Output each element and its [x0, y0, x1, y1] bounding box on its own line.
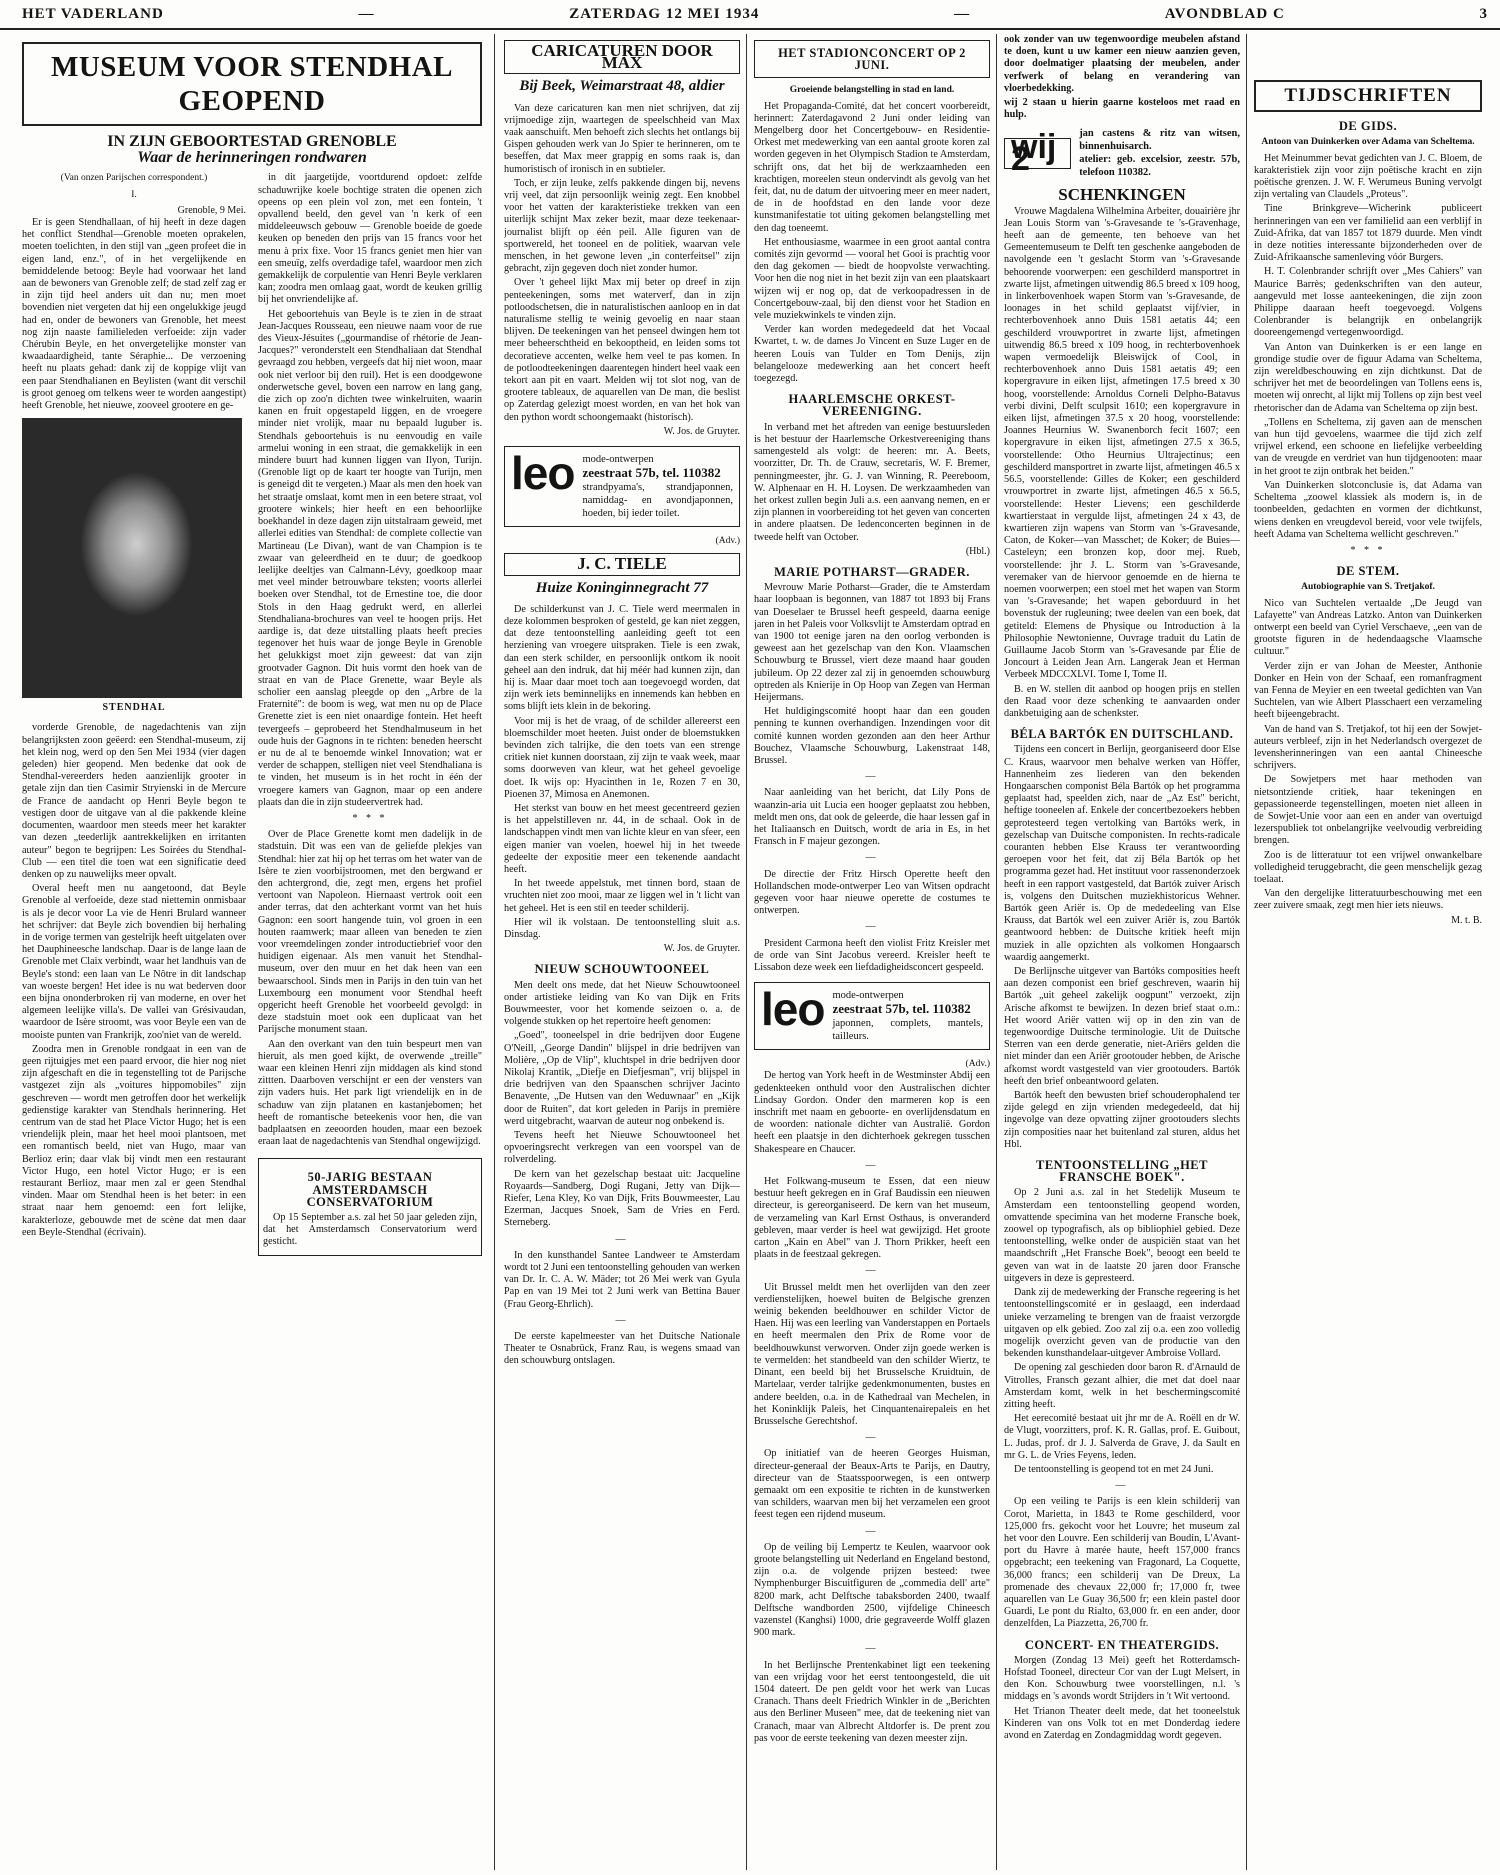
- franschboek-p5: De tentoonstelling is geopend tot en met 24 Juni.: [1014, 1463, 1214, 1475]
- wij2-line1: jan castens & ritz van witsen, binnenhuisarch.: [1079, 128, 1240, 153]
- masthead-sep-1: —: [358, 5, 375, 22]
- tiele-p3: Het sterkst van bouw en het meest gecentreerd gezien is het appelstilleven nr. 44, in de schaal. Ook in de landschappen vindt men van lichte kleur en van sfeer, een eigen manier van voelen, hoewel hij in het tweede gedeelte der expositie meer een tekenende aandacht heeft.: [504, 802, 740, 875]
- page-number: 3: [1479, 5, 1488, 22]
- potharst-p2: Het huldigingscomité hoopt haar dan een gouden penning te kunnen overhandigen. Inzendingen voor dit comité kunnen worden gezonden aan den heer Arthur Bouchez, Vlaamsche Schouwburg, Lakenstraat 148, Brussel.: [754, 706, 990, 766]
- edition: AVONDBLAD C: [1164, 5, 1285, 22]
- potharst-title: MARIE POTHARST—GRADER.: [774, 564, 970, 579]
- stendhal-paragraph-1: Er is geen Stendhallaan, of hij heeft in deze dagen het conflict Stendhal—Grenoble moeten oprakelen, moeten toelichten, in den stijl van „geen profeet die in eigen land, enz.", of in het vergelijkende en bemiddelende betoog: Beyle had voorwaar het land aan de bewoners van Grenoble zelf; de stad zelf zag er in zijn tijd heel anders uit dan nu; men moet bovendien niet vergeten dat hij een ongelukkige jeugd had en, onder de bewoners van Grenoble, het meest nog zijn naaste familieleden verfoeide: zijn vader Chérubin Beyle, en het onvergetelijke monster van kwaadaardigheid, tante Séraphie... De verzoening heeft nu plaats gehad: dank zij de koppige vlijt van een paar Stendhalianen en Beylisten (want dit verschil is groot genoeg om telkens weer te worden aangestipt) heeft Grenoble, het nieuwe, zooveel grootere en ge-: [22, 217, 246, 412]
- theatergids-title: CONCERT- EN THEATERGIDS.: [1024, 1637, 1220, 1652]
- schenkingen-p1: Vrouwe Magdalena Wilhelmina Arbeiter, douairière jhr Jean Louis Storm van 's-Gravesande te 's-Gravenhage, heeft aan de gemeente, ten behoeve van het Gemeentemuseum te Delft ten geschenke aangeboden de navolgende een 't geslacht Storm van 's-Gravesande behoorende voorwerpen: een geschilderd mansportret in zwarte lijst, afmetingen uitwendig 86.5 breed x 109 hoog, in linkerbovenhoek wapen Storm van 's-Gravesande, de loonages in het schild geplaatst vijf/vier, in rechterbovenhoek anno Duis 1581 aetatis 44; een geschilderd vrouwportret in zwarte lijst, afmetingen uitwendig 86.5 breed x 109 hoog, in rechterbovenhoek wapen vermoedelijk Bleiswijck of Cool, in rechterbovenhoek anno Duis 1581 aetatis 49; een kopergravure in eiken lijst, afmetingen 17.5 breed x 30 hoog, voorstellende: Arnoldus Corneli Delpho-Batavus verbi divini, Delft sculpsit 1610; een kopergravure in eiken lijst, afmetingen 37.5 x 20 hoog, voorstellende: Joannes Heurnius W. Swanenborch fecit 1607; een kopergravure in eiken lijst, afmetingen 27.5 x 36.5, voorstellende: Otho Heurnius Ultrajectinus; een geschilderd mansportret in zwarte lijst, afmetingen 46.5 x 56.5, voorstellende: Gilles de Koker; een geschilderd vrouwportret in zwarte lijst, afmetingen 46.5 x 56.5, voorstellende: Hester Lievens; een geschilderde kwartierstaat in vergulde lijst, afmetingen 24 x 43, de kwartieren zijn wapens van Storm van 's-Gravesande, Caton, de Koker—van Masschet; de Koker; de Buies—Casteleyn; een bronzen kop, door mej. Rueb, voorstellende: jhr J. L. Storm van 's-Gravesande, veremaker van de hiervoor genoemde en de hierna te noemen voorwerpen; een stoel met het wapen van Storm van 's-Gravesande; het wapen geborduurd in het bovenstuk der rugleuning; twee deelen van een boek, dat getiteld: Elemens de Physique ou Introduction à la Philosophie Newtonienne, Ouvrage traduit du Latin de Guillaume Jacob Storm van 's-Gravesande par Élie de Joncourt à Leiden Jean Arn. Langerak Jean et Herman Verbeek MDCCXLVI. Tome I, Tome II.: [1004, 205, 1240, 681]
- stendhal-subheadline: IN ZIJN GEBOORTESTAD GRENOBLE: [107, 133, 397, 150]
- tijdschriften-p6: Van Duinkerken slotconclusie is, dat Adama van Scheltema „zoowel klassiek als modern is, in de toonbeelden, gedachten en vormen der dichtkunst, wiens denken en vreugdevol bereid, voor vele twijfels, heeft Adama van Scheltema wellicht geschreven.": [1254, 479, 1482, 540]
- leo-ad2-line2: zeestraat 57b, tel. 110382: [832, 1001, 971, 1017]
- misc-p4: Op initiatief van de heeren Georges Huisman, directeur-generaal der Beaux-Arts te Parijs, en Dautry, directeur van de Staatsspoorwegen, is een ontwerp gemaakt om een expositie te richten in de kunstwerken van schilders, waarvan men bij het verzamelen een groot feest tegen een rijdend museum.: [754, 1448, 990, 1521]
- schouwtooneel-p4: De kern van het gezelschap bestaat uit: Jacqueline Royaards—Sandberg, Dogi Rugani, Jetty van Dijk—Riefer, Lena Kley, Ko van Dijk, Frits Bouwmeester, Lau Ezerman, Jacques Snoek, Sam de Vries en Ferd. Sterneberg.: [504, 1168, 740, 1229]
- haarlem-source: (Hbl.): [965, 545, 990, 557]
- leo-ad-line1: mode-ontwerpen: [582, 454, 654, 466]
- wij2-ad: [1004, 127, 1240, 179]
- tijdschriften-title: TIJDSCHRIFTEN: [1254, 80, 1482, 112]
- stadion-p2: Het enthousiasme, waarmee in een groot aantal contra comités zijn gevormd — vooral het Gooi is prachtig voor den dag gekomen — biedt de hoopvolste verwachting. Voor hen die nog niet in het bezit zijn van een plaatskaart wijzen wij er nog op, dat de verkoopadressen in de Concertgebouw-zaal, bij den dienst voor het Stadion en vele muziekwinkels te vinden zijn.: [754, 236, 990, 322]
- bartok-title: BÉLA BARTÓK EN DUITSCHLAND.: [1010, 727, 1234, 742]
- leo-ad2-line1: mode-ontwerpen: [832, 990, 904, 1002]
- stendhal-paragraph-8: Aan den overkant van den tuin bespeurt men van hieruit, als men goed kijkt, de overwende „treille" waar een kleinen Henri zijn middagen als kind stond zittten. Daarboven verschijnt er een der vensters van zijn vaders huis. Het park ligt vriendelijk en in de schaduw van zijn platanen en kastanjebomen; het heeft de romantische beteekenis voor hen, die van badplaatsen en zeeoorden houden, maar een bezoek eraan laat de nagedachtenis van Stendhal ongewijzigd.: [258, 1038, 482, 1148]
- potharst-p5: President Carmona heeft den violist Fritz Kreisler met de orde van Sint Jacobus vereerd. Kreisler heeft te Lissabon deze week een liefdadigheidsconcert gespeeld.: [754, 937, 990, 974]
- franschboek-p3: De opening zal geschieden door baron R. d'Arnauld de Vitrolles, Fransch gezant alhier, die met dat doel naar Amsterdam komt, welk in het beschermingscomité zitting heeft.: [1004, 1362, 1240, 1410]
- adv-label-2: (Adv.): [965, 1059, 990, 1070]
- caricaturen-p2: Toch, er zijn leuke, zelfs pakkende dingen bij, nevens vrij veel, dat zijn persoonlijk weinig zegt. Een knobbel voor het vatten der karakteristieke trekken van een uiterlijk schijnt Max zeker bezit, maar deze teekenaar-journalist blijft op één peil. Alle figuren van de sportwereld, het tooneel en de politiek, waarvan vele menschen, in het gewone leven „in conterfeitsel" zijn gebracht, zijn gegeven doch niet zonder humor.: [504, 177, 740, 275]
- tijdschriften-p4: Van Anton van Duinkerken is er een lange en grondige studie over de figuur Adama van Scheltema, zijn wereldbeschouwing en zijn dichtkunst. Dat de schrijver het met de beoordelingen van Tollens eens is, moeten wij onrecht, al lijkt mij Tollens op zijn best veel rhetorischer dan de Adama van Scheltema op zijn best.: [1254, 341, 1482, 414]
- caricaturen-head: [504, 40, 740, 74]
- tijdschriften-p2: Tine Brinkgreve—Wicherink publiceert herinneringen van een ver familielid aan een verblijf in Zuid-Afrika, dat van 1857 tot 1879 duurde. Men vindt in deze notities interessante bijzonderheden over de Zuid-Afrikaansche samenleving vóór Burgers.: [1254, 203, 1482, 264]
- schouwtooneel-p6: De eerste kapelmeester van het Duitsche Nationale Theater te Osnabrück, Franz Rau, is wegens smaad van den schouwburg ontslagen.: [504, 1331, 740, 1367]
- haarlem-title: HAARLEMSCHE ORKEST-VEREENIGING.: [788, 392, 956, 419]
- tiele-p1: De schilderkunst van J. C. Tiele werd meermalen in deze kolommen besproken of gesteld, ge kan niet zeggen, dat deze tentoonstelling aanleiding geeft tot een herziening van vroegere uitspraken. Tiele is een zwak, dan een sterk schilder, en persoonlijk ontkom ik nooit geheel aan den indruk, dat hij méér had kunnen zijn, dan hij is. Maar daar moet toch aan toegevoegd worden, dat zijn werk iets beminnelijks en innemends kan hebben en soms blijft iets klein in de bekoring.: [504, 603, 740, 713]
- schouwtooneel-p1: Men deelt ons mede, dat het Nieuw Schouwtooneel onder artistieke leiding van Ko van Dijk en Frits Bouwmeester, voor het komende seizoen o. a. de volgende stukken op het repertoire heeft genomen:: [504, 979, 740, 1028]
- stendhal-kicker: Waar de herinneringen rondwaren: [137, 149, 367, 167]
- tiele-head: [504, 553, 740, 575]
- column-2: CARICATUREN DOOR MAX Bij Beek, Weimarstraat 48, aldier Van deze caricaturen kan men niet schrijven, dat zij vrijmoedige zijn, waartegen de speelschheid van Max vaak aanschuift. Men behoeft zich slechts het ontlangs bij Gispen gehouden werk van Jo Spier te herinneren, om te beseffen, dat Max meer grappig en soms raak is, dan humoristisch of ironisch in en subtieler. Toch, er zijn leuke, zelfs pakkende dingen bij, nevens vrij veel, dat zijn persoonlijk weinig zegt. Een knobbel voor het vatten der karakteristieke trekken van een uiterlijk schijnt Max zeker bezit, maar deze teekenaar-journalist blijft op één peil. Alle figuren van de sportwereld, het tooneel en de politiek, waarvan vele menschen, in het gewone leven „in conterfeitsel" zijn gebracht, zijn gegeven doch niet zonder humor. Over 't geheel lijkt Max mij beter op dreef in zijn penteekeningen, soms met waterverf, dan in zijn potloodschetsen, die in naturalistischen aanloop en in dat naturalisme stellig te weinig gevoelig en naar staan blijven. De teekeningen van het penseel dwingen hem tot meer beheerschtheid en bekooptheid, en leiden soms tot decoratieve accenten, welke hem veel te pas komen. In de potloodteekeningen daarentegen hindert heel vaak een tekort aan pit en vaart. Melden wij tot slot nog, van de grootere tableaux, de aquarellen van De man, die beslist op Zaterdag gelezigt moest worden, en van het hok van den python wordt schoongemaakt (historisch). W. Jos. de Gruyter. leo mode-ontwerpen zeestraat 57b, tel. 110382 strandpyama's, strandjaponnen, namiddag- en avondjaponnen, hoeden, bij ieder toilet. (Adv.) J. C. TIELE Huize Koninginnegracht 77 De schilderkunst van J. C. Tiele werd meermalen in deze kolommen besproken of gesteld, ge kan niet zeggen, dat deze tentoonstelling aanleiding geeft tot een herziening van vroegere uitspraken. Tiele is een zwak, dan een sterk schilder, en persoonlijk ontkom ik nooit geheel aan den indruk, dat hij méér had kunnen zijn, dan hij is. Maar daar moet toch aan toegevoegd worden, dat zijn werk iets beminnelijks en innemends kan hebben en soms blijft iets klein in de bekoring. Voor mij is het de vraag, of de schilder allereerst een bloemschilder moet heeten. Juist onder de bloemstukken bevinden zich talrijke, die den toets van een strenge critiek niet kunnen doorstaan, zij zijn te vaak week, maar soms doorweven van kleur, wat het geheel gevoelige doet. Ik wijs op: Hyacinthen in 1e, Rozen 7 en 30, Pioenen 37, Mimosa en Anemonen. Het sterkst van bouw en het meest gecentreerd gezien is het appelstilleven nr. 44, in de schaal. Ook in de landschappen vindt men van lichte kleur en van sfeer, een eigen manier van voelen, hoewel hij in het tweede gedeelte der expositie meer een tekenende aandacht heeft. In het tweede appelstuk, met tinnen bord, staan de vruchten niet zoo mooi, maar ze liggen wel in 't licht van het geheel. Het is een stil en teeder schilderij. Hier wil ik volstaan. De tentoonstelling sluit a.s. Dinsdag. W. Jos. de Gruyter. NIEUW SCHOUWTOONEEL Men deelt ons mede, dat het Nieuw Schouwtooneel onder artistieke leiding van Ko van Dijk en Frits Bouwmeester, voor het komende seizoen o. a. de volgende stukken op het repertoire heeft genomen: „Goed", tooneelspel in drie bedrijven door Eugene O'Neill, „George Dandin" blijspel in drie bedrijven van Molière, „Op de Vlip", kluchtspel in drie bedrijven door Nikolaj Krantik, „Diefje en Diefjesman", vrij blijspel in drie bedrijven van den Spaanschen schrijver Jacinto Benavente, „De Hutsen van den Weduwnaar" en „Kijk door de Ruiten", dat kort geleden in Parijs in première werd uitgebracht, waarvan de auteur nog onbekend is. Tevens heeft het Nieuwe Schouwtooneel het opvoeringsrecht verkregen van een voorspel van de rolverdeling. De kern van het gezelschap bestaat uit: Jacqueline Royaards—Sandberg, Dogi Rugani, Jetty van Dijk—Riefer, Lena Kley, Ko van Dijk, Frits Bouwmeester, Lau Ezerman, Jacques Snoek, Sam de Vries en Ferd. Sterneberg. — In den kunsthandel Santee Landweer te Amsterdam wordt tot 2 Juni een tentoonstelling gehouden van werken van Dr. Ir. C. A. W. Mäder; tot 26 Mei werk van Gyula Pap en van 19 Mei tot 2 Juni werk van Bettina Bauer (Frau Georg-Ehrlich). — De eerste kapelmeester van het Duitsche Nationale Theater te Osnabrück, Franz Rau, is wegens smaad van den schouwburg ontslagen.: [504, 41, 740, 1367]
- column-4: ook zonder van uw tegenwoordige meubelen afstand te doen, kunt u uw kamer een nieuw aanzien geven, door doelmatiger plaatsing der meubelen, ander verfwerk of belang en verandering van vloerbedekking. wij 2 staan u hierin gaarne kosteloos met raad en hulp. wij 2 jan castens & ritz van witsen, binnenhuisarch. atelier: geb. excelsior, zeestr. 57b, telefoon 110382. SCHENKINGEN Vrouwe Magdalena Wilhelmina Arbeiter, douairière jhr Jean Louis Storm van 's-Gravesande te 's-Gravenhage, heeft aan de gemeente, ten behoeve van het Gemeentemuseum te Delft ten geschenke aangeboden de navolgende een 't geslacht Storm van 's-Gravesande behoorende voorwerpen: een geschilderd mansportret in zwarte lijst, afmetingen uitwendig 86.5 breed x 109 hoog, in linkerbovenhoek wapen Storm van 's-Gravesande, de loonages in het schild geplaatst vijf/vier, in rechterbovenhoek anno Duis 1581 aetatis 44; een geschilderd vrouwportret in zwarte lijst, afmetingen uitwendig 86.5 breed x 109 hoog, in rechterbovenhoek wapen vermoedelijk Bleiswijck of Cool, in rechterbovenhoek anno Duis 1581 aetatis 49; een kopergravure in eiken lijst, afmetingen 17.5 breed x 30 hoog, voorstellende: Arnoldus Corneli Delpho-Batavus verbi divini, Delft sculpsit 1610; een kopergravure in eiken lijst, afmetingen 37.5 x 20 hoog, voorstellende: Joannes Heurnius W. Swanenborch fecit 1607; een kopergravure in eiken lijst, afmetingen 27.5 x 36.5, voorstellende: Otho Heurnius Ultrajectinus; een geschilderd mansportret in zwarte lijst, afmetingen 46.5 x 56.5, voorstellende: Gilles de Koker; een geschilderd vrouwportret in zwarte lijst, afmetingen 46.5 x 56.5, voorstellende: Hester Lievens; een geschilderde kwartierstaat in vergulde lijst, afmetingen 24 x 43, de kwartieren zijn wapens van Storm van 's-Gravesande, Caton, de Koker—van Masschet; de Koker; de Buies—Casteleyn; een bronzen kop, door mej. Rueb, voorstellende: jhr J. L. Storm van 's-Gravesande, veremaker van de hiervoor genoemde en de hierna te noemen voorwerpen; een stoel met het wapen van Storm van 's-Gravesande; het wapen geborduurd in het bovenstuk der rugleuning; twee deelen van een boek, dat getiteld: Elemens de Physique ou Introduction à la Philosophie Newtonienne, Ouvrage traduit du Latin de Guillaume Jacob Storm van 's-Gravesande par Élie de Joncourt à Leiden Jean Arn. Langerak Jean et Herman Verbeek MDCCXLVI. Tome I, Tome II. B. en W. stellen dit aanbod op hoogen prijs en stellen den Raad voor deze schenking te aanvaarden onder dankbetuiging aan de schenkster. BÉLA BARTÓK EN DUITSCHLAND. Tijdens een concert in Berlijn, georganiseerd door Else C. Kraus, waarvoor men behalve werken van Höffer, Hannenheim zes liederen van den bekenden Hongaarschen componist Béla Bartók op het programma geplaatst had, speelden zich, naar de „Az Est" bericht, heftige tooneelen af. Enkele der concertbezoekers hebben geprotesteerd tegen vertolking van Bartóks werk, in gezelschap van Duitsche componisten. In rechts-radicale couranten hebben Else Krauss ter verantwoording geroepen voor het feit, dat zij Béla Bartók op het programma gezet had. Het instituut voor rassenonderzoek heeft in een rapport vastgesteld, dat Bartók zuiver Arisch is, volgens den Duitschen muziekhistoricus Wehner. Bartók geen Ariër is. Op de mededeeling van Else Krauss, dat Bartók wel een zuiver Ariër is, zou Bartók geantwoord hebben: de Duitsche kritiek heeft mijn muziek in alle opzichten als volkomen Hongaarsch waardig aangemerkt. De Berlijnsche uitgever van Bartóks composities heeft aan dezen componist een brief geschreven, waarin hij Bartók „uit geheel zakelijk oogpunt" verzoekt, zijn Arische afkomst te bewijzen. In dezen brief staat o.m.: Het woord Ariër vatten wij op in den zin van de tegenwoordige Duitsche terminologie. Uit de Duitsche Sterren van een derde generatie, niet-Ariërs gelden die niet minder dan een Ariër grootouder hebben, de Arische afkomst wordt vastgesteld van vier grootouders. Bartók heeft den brief onbeantwoord gelaten. Bartók heeft den bewusten brief schouderophalend ter zijde gelegd en zijn vrienden medegedeeld, dat hij ingevolge van deze opvatting zijner grootouders slechts zijn composities naar het buitenland zal sturen, aldus het Hbl. TENTOONSTELLING „HET FRANSCHE BOEK". Op 2 Juni a.s. zal in het Stedelijk Museum te Amsterdam een tentoonstelling geopend worden, omvattende specimina van het moderne Fransche boek, zoowel op typografisch, als op bibliophiel gebied. Deze tentoonstelling, welke onder de auspiciën staat van het maandschrift „Het Fransche Boek", beoogt een beeld te geven van wat in de laatste 20 jaren door Fransche uitgevers in deze is gepresteerd. Dank zij de medewerking der Fransche regeering is het tentoonstellingscomité er in geslaagd, een inderdaad unieke verzameling te brengen van de fraaist verzorgde uitgaven op elk gebied. Zoo zal zij o.a. een zoo volledig mogelijk overzicht geven van de productie van den bekenden kunsthandelaar-uitgever Ambroise Vollard. De opening zal geschieden door baron R. d'Arnauld de Vitrolles, Fransch gezant alhier, die met dat doel naar Amsterdam komt, welk in het beschermingscomité zitting heeft. Het eerecomité bestaat uit jhr mr de A. Roëll en dr W. de Vlugt, voorzitters, prof. K. R. Gallas, prof. E. Guibout, L. Judas, prof. dr J. J. Salverda de Grave, J. da Sault en mr G. L. de Vries Feyens, leden. De tentoonstelling is geopend tot en met 24 Juni. — Op een veiling te Parijs is een klein schilderij van Corot, Marietta, in 1843 te Rome geschilderd, voor 125,000 frs. gekocht voor het Louvre; het museum zal het voor den Louvre. Een schilderij van Boudin, L'Avant-port du Havre à marée haute, heeft 157,000 francs opgebracht; een teekening van Fragonard, La Coquette, 36,000 francs; een schilderij van De Dreux, La promenade des chevaux 22,000 fr; 17,000 fr, twee aquarellen van Le Guay 36,500 fr; een klein pastel door Guardi, Le pont du Rialto, 63,000 fr. en een ander, door denzelfden, La Piazzetta, 26,700 fr. CONCERT- EN THEATERGIDS. Morgen (Zondag 13 Mei) geeft het Rotterdamsch-Hofstad Tooneel, directeur Cor van der Lugt Melsert, in den Kon. Schouwburg twee voorstellingen, n.l. 's middags en 's avonds wordt Strijders in 't Wit vertoond. Het Trianon Theater deelt mede, dat het tooneelstuk Kinderen van ons Volk tot en met Donderdag iedere avond en Zaterdag en Zondagmiddag wordt gegeven.: [1004, 34, 1240, 1741]
- misc-p6: In het Berlijnsche Prentenkabinet ligt een teekening van een vrijdag voor het eerst tentoongesteld, die uit 1504 dateert. De pen geldt voor het werk van Lucas Cranach. Thans deelt Friedrich Winkler in de „Berichten aus den Berliner Museen" mee, dat de teekening niet van Cranach, maar van Albrecht Altdorfer is. De prent zou pas voor de eerste teekening van dezen meester zijn.: [754, 1659, 990, 1744]
- masthead-sep-2: —: [954, 5, 971, 22]
- theatergids-p2: Het Trianon Theater deelt mede, dat het tooneelstuk Kinderen van ons Volk tot en met Donderdag iedere avond en Zaterdag en Zondagmiddag wordt gegeven.: [1004, 1705, 1240, 1741]
- potharst-p1: Mevrouw Marie Potharst—Grader, die te Amsterdam haar loopbaan is begonnen, van 1887 tot 1893 bij Frans van Doeselaer te Brussel heeft gespeeld, daarna eenige jaren in het Paleis voor Volksvlijt te Amsterdam optrad en van 1900 tot eenige jaren na den oorlog verbonden is geweest aan het gezelschap van den Kon. Vlaamschen Schouwburg te Brussel, viert deze maand haar gouden jubileum. Op 22 dezer zal zij in genoemden schouwburg optreden als Knierije in Op Hoop van Zegen van Herman Heijermans.: [754, 582, 990, 703]
- tijdschriften-signature: M. t. B.: [1451, 914, 1482, 926]
- gids-title: DE GIDS.: [1338, 119, 1398, 134]
- franschboek-p2: Dank zij de medewerking der Fransche regeering is het tentoonstellingscomité er in geslaagd, een inderdaad unieke verzameling te brengen van de fraaist verzorgde uitgaven op elk gebied. Zoo zal zij o.a. een zoo volledig mogelijk overzicht geven van de productie van den bekenden kunsthandelaar-uitgever Ambroise Vollard.: [1004, 1287, 1240, 1360]
- misc-p2: Het Folkwang-museum te Essen, dat een nieuw bestuur heeft gekregen en in Graf Baudissin een nieuwen directeur, is gereorganiseerd. De kern van het museum, de verzameling van Karl Ernst Osthaus, is onveranderd gebleven, maar verder is heel wat gewijzigd. Het groote carton „Kain en Abel" van J. Thorn Prikker, heeft een plaats in de feestzaal gekregen.: [754, 1176, 990, 1261]
- tiele-sub: Huize Koninginnegracht 77: [535, 579, 709, 596]
- misc-p3: Uit Brussel meldt men het overlijden van den zeer verdienstelijken, hoewel buiten de Belgische grenzen weinig bekenden beeldhouwer en schilder Victor de Haen. Hij was een leerling van Vanderstappen en Portaels en heeft meermalen den Prix de Rome voor de beeldhouwkunst verworven. Onder zijn goede werken is te vermelden: het standbeeld van den schilder Wiertz, te Dinant, een beeld bij het Brusselsche Kruidtuin, de Martelaar, verder talrijke gedenkmonumenten, bustes en andere beelden, o.a. in de Kathedraal van Mechelen, in het Koninklijk Paleis, het Cinquantenairepaleis en het Brusselsche Gerechtshof.: [754, 1281, 990, 1427]
- tijdschriften-p10: De Sowjetpers met haar methoden van nietsontziende critiek, haar tekeningen en gepassioneerde tegenstellingen, moeten niet alleen in de Sowjet-Unie voor aan een en ander van overtuigd lezerspubliek tot onbelangrijke veelvoudig verbreiding brengen.: [1254, 774, 1482, 847]
- adv-label-1: (Adv.): [715, 536, 740, 547]
- stadion-p1: Het Propaganda-Comité, dat het concert voorbereidt, herinnert: Zaterdagavond 2 Juni onder leiding van Mengelberg door het Concertgebouw- en Residentie-Orkest met medewerking van een aantal groote koren zal worden gegeven in het Olympisch Stadion te Amsterdam, schrijft ons, dat het bij de werkzaamheden een krachtigen, moreelen steun ondervindt als gevolg van het feit, dat, nu de datum der uitvoering meer en meer nadert, de in de hoofdstad en den lande voor deze kunstmanifestatie tot uiting gekomen belangstelling met den dag toeneemt.: [754, 100, 990, 234]
- schouwtooneel-p3: Tevens heeft het Nieuwe Schouwtooneel het opvoeringsrecht verkregen van een voorspel van de rolverdeling.: [504, 1130, 740, 1166]
- bartok-p2: De Berlijnsche uitgever van Bartóks composities heeft aan dezen componist een brief geschreven, waarin hij Bartók „uit geheel zakelijk oogpunt" verzoekt, zijn Arische afkomst te bewijzen. In dezen brief staat o.m.: Het woord Ariër vatten wij op in den zin van de tegenwoordige Duitsche terminologie. Uit de Duitsche Sterren van een derde generatie, niet-Ariërs gelden die niet minder dan een Ariër grootouder hebben, de Arische afkomst wordt vastgesteld van vier grootouders. Bartók heeft den brief onbeantwoord gelaten.: [1004, 966, 1240, 1087]
- schouwtooneel-title: NIEUW SCHOUWTOONEEL: [534, 962, 710, 977]
- tijdschriften-p12: Van den dergelijke litteratuurbeschouwing met een zeer zuivere smaak, zegt men hier iets nieuws.: [1254, 888, 1482, 912]
- stadion-title: HET STADIONCONCERT OP 2 JUNI.: [778, 46, 966, 73]
- tijdschriften-p3: H. T. Colenbrander schrijft over „Mes Cahiers" van Maurice Barrès; gedenkschriften van den auteur, aangevuld met losse aanteekeningen, die zijn zoon Philippe daaraan heeft toegevoegd. Volgens Colenbrander is belangrijk en onbelangrijk dooreengemengd vertegenwoordigd.: [1254, 266, 1482, 339]
- potharst-p3: Naar aanleiding van het bericht, dat Lily Pons de waanzin-aria uit Lucia een hooger geplaatst zou hebben, meldt men ons, dat ook de geleerde, die haar lessen gaf in het Italiaansch en Duitsch, wordt de aria in Es, in het Fransch in F majeur gezongen.: [754, 787, 990, 848]
- column-5: TIJDSCHRIFTEN DE GIDS. Antoon van Duinkerken over Adama van Scheltema. Het Meinummer bevat gedichten van J. C. Bloem, de karakteristiek zijn voor zijn poëtische kracht en zijn poëtische grenzen. J. W. F. Werumeus Buning vervolgt zijn vertaling van Claudels „Proteus". Tine Brinkgreve—Wicherink publiceert herinneringen van een ver familielid aan een verblijf in Zuid-Afrika, dat van 1857 tot 1879 duurde. Men vindt in deze notities interessante bijzonderheden over de Zuid-Afrikaansche samenleving vóór Burgers. H. T. Colenbrander schrijft over „Mes Cahiers" van Maurice Barrès; gedenkschriften van den auteur, aangevuld met losse aanteekeningen, die zijn zoon Philippe daaraan heeft toegevoegd. Volgens Colenbrander is belangrijk en onbelangrijk dooreengemengd vertegenwoordigd. Van Anton van Duinkerken is er een lange en grondige studie over de figuur Adama van Scheltema, zijn wereldbeschouwing en zijn dichtkunst. Dat de schrijver het met de beoordelingen van Tollens eens is, moeten wij onrecht, al lijkt mij Tollens op zijn best veel rhetorischer dan de Adama van Scheltema op zijn best. „Tollens en Scheltema, zij gaven aan de menschen van hun tijd gevoelens, waarmee die tijd zich zelf vrijwel erkend, een schoone en liefelijke verbeelding van de vreugde en verdriet van hun tijdgenooten: maar in het groot te zijn ontbrak het beiden." Van Duinkerken slotconclusie is, dat Adama van Scheltema „zoowel klassiek als modern is, in de toonbeelden, gedachten en vormen der dichtkunst, wiens denken en vreugdevol bereid, voor vele twijfels, heeft Adama van Scheltema wellicht geschreven." * * * DE STEM. Autobiographie van S. Tretjakof. Nico van Suchtelen vertaalde „De Jeugd van Lafayette" van Andreas Latzko. Anton van Duinkerken ontwerpt een beeld van Cyriel Verschaeve, „een van de grootste figuren in de hedendaagsche Vlaamsche cultuur." Verder zijn er van Johan de Meester, Anthonie Donker en Hein von der Schaaf, een romanfragment van Fenna de Meyier en een tweetal gedichten van Van Suchtelen, van wie Albert Plasschaert een verzameling heeft bijeengebracht. Van de hand van S. Tretjakof, tot hij een der Sowjet-auteurs verbleef, zijn in het Nederlandsch overgezet de levensherinneringen van een aantal Chineesche schrijvers. De Sowjetpers met haar methoden van nietsontziende critiek, haar tekeningen en gepassioneerde tegenstellingen, moeten niet alleen in de Sowjet-Unie voor aan een en ander van overtuigd lezerspubliek tot onbelangrijke veelvoudig verbreiding brengen. Zoo is de litteratuur tot een vrijwel onwankelbare volledigheid teruggebracht, die geen menschelijk gezag toelaat. Van den dergelijke litteratuurbeschouwing met een zeer zuivere smaak, zegt men hier iets nieuws. M. t. B.: [1254, 34, 1482, 1870]
- stendhal-portrait-photo: [22, 418, 242, 698]
- stadion-head: [754, 40, 990, 78]
- theatergids-p1: Morgen (Zondag 13 Mei) geeft het Rotterdamsch-Hofstad Tooneel, directeur Cor van der Lugt Melsert, in den Kon. Schouwburg twee voorstellingen, n.l. 's middags en 's avonds wordt Strijders in 't Wit vertoond.: [1004, 1654, 1240, 1703]
- tiele-signature: W. Jos. de Gruyter.: [663, 943, 740, 955]
- wij2-logo: wij 2: [1004, 138, 1071, 168]
- wij2-intro: ook zonder van uw tegenwoordige meubelen afstand te doen, kunt u uw kamer een nieuw aanzien geven, door doelmatiger plaatsing der meubelen, ander verfwerk of belang en verandering van vloerbedekking.: [1004, 34, 1240, 94]
- tiele-title: J. C. TIELE: [577, 554, 667, 574]
- photo-caption: STENDHAL: [102, 702, 166, 714]
- stendhal-paragraph-4: Over de Place Grenette komt men dadelijk in de stadstuin. Dit was een van de geliefde plekjes van Stendhal: hier zat hij op het terras om het water van de Isère te zien voorbijstroomen, met den bergwand er den achtergrond, die, zegt men, ergens het profiel vertoont van Napoleon. Hiernaast vertrok ooit een ander terras, dat den achterkant vormt van het huis Gagnon: een soort hangende tuin, vol groen in een houten raamwerk; maar alleen van beneden te zien voor vreemdelingen zonder introductiebrief voor den huidigen eigenaar. Als men vanuit het Stendhal-museum, over den muur en het dak heen van een bewaarschool. Sinds men in Parijs in den tuin van het Luxembourg een monument voor Stendhal heeft opgericht heeft Grenoble het voorbeeld gevolgd: in deze stadstuin moet ook een duplicaat van het Parijsche monument staan.: [258, 829, 482, 1036]
- stem-sub: Autobiographie van S. Tretjakof.: [1301, 582, 1435, 593]
- potharst-p4: De directie der Fritz Hirsch Operette heeft den Hollandschen mode-ontwerper Leo van Witsen opdracht gegeven voor haar nieuwe operette de costumes te ontwerpen.: [754, 868, 990, 917]
- franschboek-title: TENTOONSTELLING „HET FRANSCHE BOEK".: [1036, 1158, 1208, 1185]
- leo-ad-line3: strandpyama's, strandjaponnen, namiddag- en avondjaponnen, hoeden, bij ieder toilet.: [582, 482, 733, 520]
- tijdschriften-p5: „Tollens en Scheltema, zij gaven aan de menschen van hun tijd gevoelens, waarmee die tijd zich zelf vrijwel erkend, een schoone en liefelijke verbeelding van de vreugde en verdriet van hun tijdgenooten: maar in het groot te zijn ontbrak het beiden.": [1254, 416, 1482, 477]
- franschboek-p4: Het eerecomité bestaat uit jhr mr de A. Roëll en dr W. de Vlugt, voorzitters, prof. K. R. Gallas, prof. E. Guibout, L. Judas, prof. dr J. J. Salverda de Grave, J. da Sault en mr G. L. de Vries Feyens, leden.: [1004, 1413, 1240, 1461]
- leo-logo-2: leo: [761, 983, 825, 1036]
- conservatorium-box: [258, 1158, 482, 1255]
- misc-p1: De hertog van York heeft in de Westminster Abdij een gedenkteeken onthuld voor den Australischen dichter Lindsay Gordon. Onder den marmeren kop is een inschrift met naam en geboorte- en overlijdensdatum en de woorden: nationale dichter van Australië. Gordon heeft een plaatsje in den dichterhoek gekregen tusschen Shakespeare en Chaucer.: [754, 1070, 990, 1155]
- caricaturen-p3: Over 't geheel lijkt Max mij beter op dreef in zijn penteekeningen, soms met waterverf, dan in zijn potloodschetsen, die in naturalistischen aanloop en in dat naturalisme stellig te weinig gevoelig en naar staan blijven. De teekeningen van het penseel dwingen hem tot meer beheerschtheid en bekooptheid, en leiden soms tot decoratieve accenten, welke hem veel te pas komen. In de potloodteekeningen daarentegen hindert heel vaak een tekort aan pit en vaart. Melden wij tot slot nog, van de grootere tableaux, de aquarellen van De man, die beslist op Zaterdag gelezigt moest worden, en van het hok van den python wordt schoongemaakt (historisch).: [504, 277, 740, 423]
- column-3: HET STADIONCONCERT OP 2 JUNI. Groeiende belangstelling in stad en land. Het Propaganda-Comité, dat het concert voorbereidt, herinnert: Zaterdagavond 2 Juni onder leiding van Mengelberg door het Concertgebouw- en Residentie-Orkest met medewerking van een aantal groote koren zal worden gegeven in het Olympisch Stadion te Amsterdam, schrijft ons, dat het bij de werkzaamheden een krachtigen, moreelen steun ondervindt als gevolg van het feit, dat, nu de datum der uitvoering meer en meer nadert, de in de hoofdstad en den lande voor deze kunstmanifestatie tot uiting gekomen belangstelling met den dag toeneemt. Het enthousiasme, waarmee in een groot aantal contra comités zijn gevormd — vooral het Gooi is prachtig voor den dag gekomen — biedt de hoopvolste verwachting. Voor hen die nog niet in het bezit zijn van een plaatskaart wijzen wij er nog op, dat de verkoopadressen in de Concertgebouw-zaal, bij den dienst voor het Stadion en vele muziekwinkels te vinden zijn. Verder kan worden medegedeeld dat het Vocaal Kwartet, t. w. de dames Jo Vincent en Suze Luger en de heeren Louis van Tulder en Tom Denijs, zijn belangelooze medewerking aan het concert heeft toegezegd. HAARLEMSCHE ORKEST-VEREENIGING. In verband met het aftreden van eenige bestuursleden is het bestuur der Haarlemsche Orkestvereeniging thans samengesteld als volgt: de heeren: mr. A. Beets, voorzitter, Dr. Th. de Crauw, secretaris, W. F. Bremer, penningmeester, jhr. G. J. van Winning, R. Peereboom, W. Alphenaar en H. H. Loysen. De werkzaamheden van het orkest zullen begin Juli a.s. een aanvang nemen, en er zijn plannen in voorbereiding tot het geven van concerten in andere plaatsen. De ledenconcerten beginnen in de tweede helft van October. (Hbl.) MARIE POTHARST—GRADER. Mevrouw Marie Potharst—Grader, die te Amsterdam haar loopbaan is begonnen, van 1887 tot 1893 bij Frans van Doeselaer te Brussel heeft gespeeld, daarna eenige jaren in het Paleis voor Volksvlijt te Amsterdam optrad en van 1900 tot eenige jaren na den oorlog verbonden is geweest aan het gezelschap van den Kon. Vlaamschen Schouwburg te Brussel, viert deze maand haar gouden jubileum. Op 22 dezer zal zij in genoemden schouwburg optreden als Knierije in Op Hoop van Zegen van Herman Heijermans. Het huldigingscomité hoopt haar dan een gouden penning te kunnen overhandigen. Inzendingen voor dit comité kunnen worden gezonden aan den heer Arthur Bouchez, Vlaamsche Schouwburg, Lakenstraat 148, Brussel. — Naar aanleiding van het bericht, dat Lily Pons de waanzin-aria uit Lucia een hooger geplaatst zou hebben, meldt men ons, dat ook de geleerde, die haar lessen gaf in het Italiaansch en Duitsch, wordt de aria in Es, in het Fransch in F majeur gezongen. — De directie der Fritz Hirsch Operette heeft den Hollandschen mode-ontwerper Leo van Witsen opdracht gegeven voor haar nieuwe operette de costumes te ontwerpen. — President Carmona heeft den violist Fritz Kreisler met de orde van Sint Jacobus vereerd. Kreisler heeft te Lissabon deze week een liefdadigheidsconcert gespeeld. leo mode-ontwerpen zeestraat 57b, tel. 110382 japonnen, complets, mantels, tailleurs. (Adv.) De hertog van York heeft in de Westminster Abdij een gedenkteeken onthuld voor den Australischen dichter Lindsay Gordon. Onder den marmeren kop is een inschrift met naam en geboorte- en overlijdensdatum en de woorden: nationale dichter van Australië. Gordon heeft een plaatsje in den dichterhoek gekregen tusschen Shakespeare en Chaucer. — Het Folkwang-museum te Essen, dat een nieuw bestuur heeft gekregen en in Graf Baudissin een nieuwen directeur, is gereorganiseerd. De kern van het museum, de verzameling van Karl Ernst Osthaus, is onveranderd gebleven, maar verder is heel wat gewijzigd. Het groote carton „Kain en Abel" van J. Thorn Prikker, heeft een plaats in de feestzaal gekregen. — Uit Brussel meldt men het overlijden van den zeer verdienstelijken, hoewel buiten de Belgische grenzen weinig bekenden beeldhouwer en schilder Victor de Haen. Hij was een leerling van Vanderstappen en Portaels en heeft meermalen den Prix de Rome voor de beeldhouwkunst verworven. Onder zijn goede werken is te vermelden: het standbeeld van den schilder Wiertz, te Dinant, een beeld bij het Brusselsche Kruidtuin, de Martelaar, verder talrijke gedenkmonumenten, bustes en andere beelden, o.a. in de Kathedraal van Mechelen, in het Koninklijk Paleis, het Cinquantenairepaleis en het Brusselsche Gerechtshof. — Op initiatief van de heeren Georges Huisman, directeur-generaal der Beaux-Arts te Parijs, en Dautry, directeur van de Staatsspoorwegen, is een ontwerp gemaakt om een expositie te richten in de kunstwerken van schilders, waarvan men bij het verzamelen een groot feest tegen een rijdend museum. — Op de veiling bij Lempertz te Keulen, waarvoor ook groote belangstelling uit Nederland en Engeland bestond, zijn o.a. de volgende prijzen besteed: twee Nymphenburger Biscuitfiguren de „commedia dell' arte" 8200 mark, acht Delftsche tabaksborden 2400, twaalf Delftsche wandborden 2500, vijfdelige Chineesch vazenstel (Kanghsi) 1000, drie gegraveerde Wolff glazen 900 mark. — In het Berlijnsche Prentenkabinet ligt een teekening van een vrijdag voor het eerst tentoongesteld, die uit 1504 dateert. De pen geldt voor het werk van Lucas Cranach. Thans deelt Friedrich Winkler in de „Berichten aus den Berliner Museen" mee, dat de teekening niet van Cranach, maar van Albrecht Altdorfer is. De prent zou pas voor de eerste teekening van dezen meester zijn.: [754, 34, 990, 1870]
- caricaturen-p1: Van deze caricaturen kan men niet schrijven, dat zij vrijmoedige zijn, waartegen de speelschheid van Max vaak aanschuift. Men behoeft zich slechts het ontlangs bij Gispen gehouden werk van Jo Spier te herinneren, om te beseffen, dat Max meer grappig en soms raak is, dan humoristisch of ironisch in en subtieler.: [504, 102, 740, 175]
- stendhal-paragraph-7: Zoodra men in Grenoble rondgaat in een van de geen rijtuigjes met een paard ervoor, die hier nog niet zijn afgeschaft en die in tegenstelling tot de Parijsche vastgezet zijn als „voitures hippomobiles" zijn geschreven — wordt men getroffen door het werkelijk gedienstige karakter van Stendhals herinnering. Het centrum van de stad het Place Victor Hugo; het is een vriendelijk plein, maar het heel mooi plantsoen, met een romantisch beeld, niet van Hugo, maar van Berlioz erin; daar vlak bij vindt men een restaurant Victor Hugo, een hotel Victor Hugo; er is een restaurant Berlioz, maar men zal er geen Stendhal vinden. Maar om Stendhal heen is het beter: in een straat naar hem genoemd: een fort lelijke, karakterloze, gebouwde met de scène dat men daar een Beyle-Stendhal (écrivain).: [22, 1043, 246, 1238]
- tijdschriften-p1: Het Meinummer bevat gedichten van J. C. Bloem, de karakteristiek zijn voor zijn poëtische kracht en zijn poëtische grenzen. J. W. F. Werumeus Buning vervolgt zijn vertaling van Claudels „Proteus".: [1254, 152, 1482, 201]
- stendhal-headline: MUSEUM VOOR STENDHAL GEOPEND: [22, 42, 482, 126]
- caricaturen-sub: Bij Beek, Weimarstraat 48, aldier: [519, 78, 725, 95]
- masthead: [0, 0, 1500, 30]
- tiele-p2: Voor mij is het de vraag, of de schilder allereerst een bloemschilder moet heeten. Juist onder de bloemstukken bevinden zich talrijke, die den toets van een strenge critiek niet kunnen doorstaan, zij zijn te vaak week, maar soms doorweven van kleur, wat het geheel gevoelige doet. Ik wijs op: Hyacinthen in 1e, Rozen 7 en 30, Pioenen 37, Mimosa en Anemonen.: [504, 715, 740, 800]
- leo-ad2-line3: japonnen, complets, mantels, tailleurs.: [832, 1018, 983, 1043]
- gids-sub: Antoon van Duinkerken over Adama van Scheltema.: [1261, 137, 1475, 148]
- tiele-p5: Hier wil ik volstaan. De tentoonstelling sluit a.s. Dinsdag.: [504, 916, 740, 940]
- tijdschriften-p9: Van de hand van S. Tretjakof, tot hij een der Sowjet-auteurs verbleef, zijn in het Nederlandsch overgezet de levensherinneringen van een aantal Chineesche schrijvers.: [1254, 723, 1482, 772]
- schenkingen-p2: B. en W. stellen dit aanbod op hoogen prijs en stellen den Raad voor deze schenking te aanvaarden onder dankbetuiging aan de schenkster.: [1004, 683, 1240, 719]
- tijdschriften-p11: Zoo is de litteratuur tot een vrijwel onwankelbare volledigheid teruggebracht, die geen menschelijk gezag toelaat.: [1254, 849, 1482, 885]
- byline: (Van onzen Parijschen correspondent.): [60, 173, 208, 184]
- stendhal-paragraph-3: Het geboortehuis van Beyle is te zien in de straat Jean-Jacques Rousseau, een nieuwe naam voor de rue des Vieux-Jésuites („gourmandise of rhétorie de Jean-Jacques?" veronderstelt een Stendhaliaan dat Stendhal gevraagd zou hebben, vergeefs dat hij niet woon, maar ook niet verloor bij den ruil). Het is een doodgewone onderwetsche gevel, boven een narrow en lang gang, die zich op zoo'n dichten twee winkelruiten, waarin kanen en fruit opgestapeld liggen, en de vroegere minder niet vrolijk, maar nu bepaald luguber is. Stendhals geboortehuis is nu eenvoudig en vaile armelui woning in een straat, die gemakkelijk in een mindere buurt had kunnen liggen van Ilyon, Turijn. (Grenoble ligt op de kaart ter hoogte van Turijn, men is geneigd dit te vergeten.) Maar als men den hoek van het straatje omslaat, komt men in een betere straat, vol grootere winkels; hier heeft en een behoorlijke boekhandel in deze dagen zijn uitstalraam geweid, met allerlei edities van Stendhal: de complete collectie van Martineau (Le Divan), want de van Champion is te zwaar van geleerdheid en te duur; de goedkoop leelijke deeltjes van Calmann-Lévy, goedkoop maar met veel minder betrouwbare teksten; voorts allerlei boeken over Stendhal, tot de Ernestine toe, die door Stols in den Haag gedrukt werd, en allerlei Stendhaliana-brochures van veel te hoogen prijs. Het aardige is, dat deze uitstalling plaats heeft precies tegenover het huis waar de jonge Beyle in Grenoble het gelukkigst moet zijn geweest: dat van zijn grootvader Gagnon. Dit huis vormt den hoek van de straat en van de Place Grenette, waar Beyle als scholier een aanslag pleegde op den „Arbre de la Fraternité": de boom is weg, wat men nu op de Place Grenette ziet is een niet onaardige fontein. Het heeft tevergeefs – geprobeerd het Stendhalmuseum in het oude huis der Gagnons in te richten: beneden heerscht er nu de al te benoemde winkel Innovation; wat er verder de schappen, stelligen niet veel Stendhaliana is te vinden, het museum is in het rocht in één der vroegere kamers van Gagnon, maar op een andere plaats dan die in zijn studeervertrek had.: [258, 308, 482, 808]
- stadion-sub: Groeiende belangstelling in stad en land.: [789, 85, 955, 96]
- tijdschriften-p7: Nico van Suchtelen vertaalde „De Jeugd van Lafayette" van Andreas Latzko. Anton van Duinkerken ontwerpt een beeld van Cyriel Verschaeve, „een van de grootste figuren in de hedendaagsche Vlaamsche cultuur.": [1254, 597, 1482, 658]
- wij2-line2: atelier: geb. excelsior, zeestr. 57b, telefoon 110382.: [1079, 154, 1240, 179]
- conservatorium-title: 50-JARIG BESTAAN AMSTERDAMSCH CONSERVATORIUM: [306, 1170, 434, 1209]
- stendhal-paragraph-6: Overal heeft men nu aangetoond, dat Beyle Grenoble al verfoeide, deze stad niettemin onmisbaar is als je decor voor La vie de Henri Brulard wanneer het schrijver: dat Beyle zich bovendien bij herhaling in de vorige termen van gestelrijk heeft uitgelaten over het Dauphineesche landschap. Daar is de lange laan de Grenoble met Claix verbindt, waar het landhuis van de Beyle's stond: een laan van Le Nôtre in dit landschap van woeste bergen! Het idee is nu wat bederven door een bijna ononderbroken rij van moderne, en over het algemeen leelijke villa's. De vallei van Grésivaudan, waardoor de Isère stroomt, was voor Beyle een van de mooiste punten van Frankrijk, zoo'niet van de wereld.: [22, 883, 246, 1041]
- leo-logo: leo: [511, 447, 575, 500]
- bartok-p3: Bartók heeft den bewusten brief schouderophalend ter zijde gelegd en zijn vrienden medegedeeld, dat hij ingevolge van deze opvatting zijner grootouders slechts zijn composities naar het buitenland zal sturen, aldus het Hbl.: [1004, 1090, 1240, 1150]
- leo-ad-line2: zeestraat 57b, tel. 110382: [582, 465, 721, 481]
- tiele-p4: In het tweede appelstuk, met tinnen bord, staan de vruchten niet zoo mooi, maar ze liggen wel in 't licht van het geheel. Het is een stil en teeder schilderij.: [504, 878, 740, 914]
- caricaturen-title: CARICATUREN DOOR MAX: [531, 41, 713, 73]
- dateline: Grenoble, 9 Mei.: [177, 204, 246, 216]
- schenkingen-title: SCHENKINGEN: [1058, 185, 1186, 205]
- issue-date: ZATERDAG 12 MEI 1934: [569, 5, 760, 22]
- schouwtooneel-p2: „Goed", tooneelspel in drie bedrijven door Eugene O'Neill, „George Dandin" blijspel in drie bedrijven van Molière, „Op de Vlip", kluchtspel in drie bedrijven door Nikolaj Krantik, „Diefje en Diefjesman", vrij blijspel in drie bedrijven van den Spaanschen schrijver Jacinto Benavente, „De Hutsen van den Weduwnaar" en „Kijk door de Ruiten", dat kort geleden in Parijs in première werd uitgebracht, waarvan de auteur nog onbekend is.: [504, 1030, 740, 1127]
- caricaturen-signature: W. Jos. de Gruyter.: [663, 425, 740, 437]
- part-number: I.: [131, 189, 137, 200]
- stendhal-article: MUSEUM VOOR STENDHAL GEOPEND IN ZIJN GEBOORTESTAD GRENOBLE Waar de herinneringen rondwaren (Van onzen Parijschen correspondent.) I. Grenoble, 9 Mei. Er is geen Stendhallaan, of hij heeft in deze dagen het conflict Stendhal—Grenoble moeten oprakelen, moeten toelichten, in den stijl van „geen profeet die in eigen land, enz.", of in het vergelijkende en bemiddelende betoog: Beyle had voorwaar het land aan de bewoners van Grenoble zelf; de stad zelf zag er in zijn tijd heel anders uit dan nu; men moet bovendien niet vergeten dat hij een ongelukkige jeugd had en, onder de bewoners van Grenoble, het meest nog zijn naaste familieleden verfoeide: zijn vader Chérubin Beyle, en het onvergetelijke monster van kwaadaardigheid, tante Séraphie... De verzoening heeft nu plaats gehad: dank zij de koppige vlijt van een paar Stendhalianen en Beylisten (want dit verschil is groot genoeg om telkens weer te worden aangestipt) heeft Grenoble, het nieuwe, zooveel grootere en ge- STENDHAL vorderde Grenoble, de nagedachtenis van zijn belangrijksten zoon geëerd: een Stendhal-museum, zij het klein nog, werd op den 5en Mei 1934 (vier dagen geleden) hier geopend. Men bedenke dat ook de Stendhal-vereerders heden aanzienlijk grooter in getale zijn dan tien Casimir Stryienski in de Mercure de France de aandacht op Henri Beyle begon te vestigen door de uitgave van al die pakkende kleine documenten, waardoor men steeds meer het karakter van dezen „teederlijk aantrekkelijken en irritanten auteur" begon te begrijpen: Les Soirées du Stendhal-Club — een titel die toen wat een significatie deed denken op zu nauwelijks meer opvalt. Overal heeft men nu aangetoond, dat Beyle Grenoble al verfoeide, deze stad niettemin onmisbaar is als je decor voor La vie de Henri Brulard wanneer het schrijver: dat Beyle zich bovendien bij herhaling in de vorige termen van gestelrijk heeft uitgelaten over het Dauphineesche landschap. Daar is de lange laan de Grenoble met Claix verbindt, waar het landhuis van de Beyle's stond: een laan van Le Nôtre in dit landschap van woeste bergen! Het idee is nu wat bederven door een bijna ononderbroken rij van moderne, en over het algemeen leelijke villa's. De vallei van Grésivaudan, waardoor de Isère stroomt, was voor Beyle een van de mooiste punten van Frankrijk, zoo'niet van de wereld. Zoodra men in Grenoble rondgaat in een van de geen rijtuigjes met een paard ervoor, die hier nog niet zijn afgeschaft en die in tegenstelling tot de Parijsche vastgezet zijn als „voitures hippomobiles" zijn geschreven — wordt men getroffen door het werkelijk gedienstige karakter van Stendhals herinnering. Het centrum van de stad het Place Victor Hugo; het is een vriendelijk plein, maar het heel mooi plantsoen, met een romantisch beeld, niet van Hugo, maar van Berlioz erin; daar vlak bij vindt men een restaurant Victor Hugo, een hotel Victor Hugo; er is een restaurant Berlioz, maar men zal er geen Stendhal vinden. Maar om Stendhal heen is het beter: in een straat naar hem genoemd: een fort lelijke, karakterloze, gebouwde met de scène dat men daar een Beyle-Stendhal (écrivain). in dit jaargetijde, voortdurend opdoet: zelfde schaduwrijke koele bochtige straten die openen zich opeens op een plein vol zon, met een fontein, 't opvallend beeld, den gevel van 'n kerk of een middeleeuwsch gebouw — Grenoble boeide de goede keuken op beneden den prijs van 15 francs voor het menu à prix fixe. Voor 15 francs geniet men hier van een smeuïg, zelfs overdadige tafel, waardoor men zich gemakkelijk de corpulentie van Henri Beyle verklaren kan; zoodra men omlaag gaat, wordt de keuken grillig bij het onvriendelijke af. Het geboortehuis van Beyle is te zien in de straat Jean-Jacques Rousseau, een nieuwe naam voor de rue des Vieux-Jésuites („gourmandise of rhétorie de Jean-Jacques?" veronderstelt een Stendhaliaan dat Stendhal gevraagd zou hebben, vergeefs dat hij niet woon, maar ook niet verloor bij den ruil). Het is een doodgewone onderwetsche gevel, boven een narrow en lang gang, die zich op zoo'n dichten twee winkelruiten, waarin kanen en fruit opgestapeld liggen, en de vroegere minder niet vrolijk, maar nu bepaald luguber is. Stendhals geboortehuis is nu eenvoudig en vaile armelui woning in een straat, die gemakkelijk in een mindere buurt had kunnen liggen van Ilyon, Turijn. (Grenoble ligt op de kaart ter hoogte van Turijn, men is geneigd dit te vergeten.) Maar als men den hoek van het straatje omslaat, komt men in een betere straat, vol grootere winkels; hier heeft en een behoorlijke boekhandel in deze dagen zijn uitstalraam geweid, met allerlei edities van Stendhal: de complete collectie van Martineau (Le Divan), want de van Champion is te zwaar van geleerdheid en te duur; de goedkoop leelijke deeltjes van Calmann-Lévy, goedkoop maar met veel minder betrouwbare teksten; voorts allerlei boeken over Stendhal, tot de Ernestine toe, die door Stols in den Haag gedrukt werd, en allerlei Stendhaliana-brochures van veel te hoogen prijs. Het aardige is, dat deze uitstalling plaats heeft precies tegenover het huis waar de jonge Beyle in Grenoble het gelukkigst moet zijn geweest: dat van zijn grootvader Gagnon. Dit huis vormt den hoek van de straat en van de Place Grenette, waar Beyle als scholier een aanslag pleegde op den „Arbre de la Fraternité": de boom is weg, wat men nu op de Place Grenette ziet is een niet onaardige fontein. Het heeft tevergeefs – geprobeerd het Stendhalmuseum in het oude huis der Gagnons in te richten: beneden heerscht er nu de al te benoemde winkel Innovation; wat er verder de schappen, stelligen niet veel Stendhaliana is te vinden, het museum is in het rocht in één der vroegere kamers van Gagnon, maar op een andere plaats dan die in zijn studeervertrek had. * * * Over de Place Grenette komt men dadelijk in de stadstuin. Dit was een van de geliefde plekjes van Stendhal: hier zat hij op het terras om het water van de Isère te zien voorbijstroomen, met den bergwand er den achtergrond, die, zegt men, ergens het profiel vertoont van Napoleon. Hiernaast vertrok ooit een ander terras, dat den achterkant vormt van het huis Gagnon: een soort hangende tuin, vol groen in een houten raamwerk; maar alleen van beneden te zien voor vreemdelingen zonder introductiebrief voor den huidigen eigenaar. Als men vanuit het Stendhal-museum, over den muur en het dak heen van een bewaarschool. Sinds men in Parijs in den tuin van het Luxembourg een monument voor Stendhal heeft opgericht heeft Grenoble het voorbeeld gevolgd: in deze stadstuin moet ook een duplicaat van het Parijsche monument staan. Aan den overkant van den tuin bespeurt men van hieruit, als men goed kijkt, de overwende „treille" waar een kleinen Henri zijn middagen als kind stond zittten. Daarboven verschijnt er een der vensters van zijn vaders huis. Het park ligt vriendelijk en in de schaduw van zijn platanen en kastanjebomen; het heeft de romantische beteekenis voor hen, die van badplaatsen en zeeoorden houden, maar een bezoek eraan laat de nagedachtenis van Stendhal ongewijzigd. 50-JARIG BESTAAN AMSTERDAMSCH CONSERVATORIUM Op 15 September a.s. zal het 50 jaar geleden zijn, dat het Amsterdamsch Conservatorium werd gesticht.: [22, 34, 482, 1870]
- stendhal-paragraph-2: in dit jaargetijde, voortdurend opdoet: zelfde schaduwrijke koele bochtige straten die openen zich opeens op een plein vol zon, met een fontein, 't opvallend beeld, den gevel van 'n kerk of een middeleeuwsch gebouw — Grenoble boeide de goede keuken op beneden den prijs van 15 francs voor het menu à prix fixe. Voor 15 francs geniet men hier van een smeuïg, zelfs overdadige tafel, waardoor men zich gemakkelijk de corpulentie van Henri Beyle verklaren kan; zoodra men omlaag gaat, wordt de keuken grillig bij het onvriendelijke af.: [258, 172, 482, 306]
- bartok-p1: Tijdens een concert in Berlijn, georganiseerd door Else C. Kraus, waarvoor men behalve werken van Höffer, Hannenheim zes liederen van den bekenden Hongaarschen componist Béla Bartók op het programma geplaatst had, speelden zich, naar de „Az Est" bericht, heftige tooneelen af. Enkele der concertbezoekers hebben geprotesteerd tegen vertolking van Bartóks werk, in gezelschap van Duitsche componisten. In rechts-radicale couranten hebben Else Krauss ter verantwoording geroepen voor het feit, dat zij Béla Bartók op het programma gezet had. Het instituut voor rassenonderzoek heeft in een rapport vastgesteld, dat Bartók zuiver Arisch is, volgens den Duitschen muziekhistoricus Wehner. Bartók geen Ariër is. Op de mededeeling van Else Krauss, dat Bartók wel een zuiver Ariër is, zou Bartók geantwoord hebben: de Duitsche kritiek heeft mijn muziek in alle opzichten als volkomen Hongaarsch waardig aangemerkt.: [1004, 744, 1240, 963]
- schouwtooneel-p5: In den kunsthandel Santee Landweer te Amsterdam wordt tot 2 Juni een tentoonstelling gehouden van werken van Dr. Ir. C. A. W. Mäder; tot 26 Mei werk van Gyula Pap en van 19 Mei tot 2 Juni werk van Bettina Bauer (Frau Georg-Ehrlich).: [504, 1249, 740, 1310]
- stendhal-paragraph-5: vorderde Grenoble, de nagedachtenis van zijn belangrijksten zoon geëerd: een Stendhal-museum, zij het klein nog, werd op den 5en Mei 1934 (vier dagen geleden) hier geopend. Men bedenke dat ook de Stendhal-vereerders heden aanzienlijk grooter in getale zijn dan tien Casimir Stryienski in de Mercure de France de aandacht op Henri Beyle begon te vestigen door de uitgave van al die pakkende kleine documenten, waardoor men steeds meer het karakter van dezen „teederlijk aantrekkelijken en irritanten auteur" begon te begrijpen: Les Soirées du Stendhal-Club — een titel die toen wat een significatie deed denken op zu nauwelijks meer opvalt.: [22, 722, 246, 880]
- stem-title: DE STEM.: [1336, 564, 1400, 579]
- franschboek-p6: Op een veiling te Parijs is een klein schilderij van Corot, Marietta, in 1843 te Rome geschilderd, voor 125,000 frs. gekocht voor het Louvre; het museum zal het voor den Louvre. Een schilderij van Boudin, L'Avant-port du Havre à marée haute, heeft 157,000 francs opgebracht; een teekening van Fragonard, La Coquette, 36,000 francs; een schilderij van De Dreux, La promenade des chevaux 22,000 fr; 17,000 fr, twee aquarellen van Le Guay 36,500 fr; een klein pastel door Guardi, Le pont du Rialto, 63,000 fr. en een ander, door denzelfden, La Piazzetta, 26,700 fr.: [1004, 1496, 1240, 1630]
- haarlem-p1: In verband met het aftreden van eenige bestuursleden is het bestuur der Haarlemsche Orkestvereeniging thans samengesteld als volgt: de heeren: mr. A. Beets, voorzitter, Dr. Th. de Crauw, secretaris, W. F. Bremer, penningmeester, jhr. G. J. van Winning, R. Peereboom, W. Alphenaar en H. H. Loysen. De werkzaamheden van het orkest zullen begin Juli a.s. een aanvang nemen, en er zijn plannen in voorbereiding tot het geven van concerten in andere plaatsen. De ledenconcerten beginnen in de tweede helft van October.: [754, 421, 990, 543]
- paper-name: HET VADERLAND: [22, 5, 164, 22]
- leo-ad-2: [754, 982, 990, 1050]
- stadion-p3: Verder kan worden medegedeeld dat het Vocaal Kwartet, t. w. de dames Jo Vincent en Suze Luger en de heeren Louis van Tulder en Tom Denijs, zijn belangelooze medewerking aan het concert heeft toegezegd.: [754, 324, 990, 385]
- leo-ad-1: [504, 446, 740, 527]
- tijdschriften-p8: Verder zijn er van Johan de Meester, Anthonie Donker en Hein von der Schaaf, een romanfragment van Fenna de Meyier en een tweetal gedichten van Van Suchtelen, van wie Albert Plasschaert een verzameling heeft bijeengebracht.: [1254, 660, 1482, 721]
- wij2-intro-2: wij 2 staan u hierin gaarne kosteloos met raad en hulp.: [1004, 97, 1240, 121]
- conservatorium-text: Op 15 September a.s. zal het 50 jaar geleden zijn, dat het Amsterdamsch Conservatorium werd gesticht.: [263, 1212, 477, 1248]
- franschboek-p1: Op 2 Juni a.s. zal in het Stedelijk Museum te Amsterdam een tentoonstelling geopend worden, omvattende specimina van het moderne Fransche boek, zoowel op typografisch, als op bibliophiel gebied. Deze tentoonstelling, welke onder de auspiciën staat van het maandschrift „Het Fransche Boek", beoogt een beeld te geven van wat in de laatste 20 jaren door Fransche uitgevers in deze is gepresteerd.: [1004, 1187, 1240, 1284]
- misc-p5: Op de veiling bij Lempertz te Keulen, waarvoor ook groote belangstelling uit Nederland en Engeland bestond, zijn o.a. de volgende prijzen besteed: twee Nymphenburger Biscuitfiguren de „commedia dell' arte" 8200 mark, acht Delftsche tabaksborden 2400, twaalf Delftsche wandborden 2500, vijfdelige Chineesch vazenstel (Kanghsi) 1000, drie gegraveerde Wolff glazen 900 mark.: [754, 1541, 990, 1639]
